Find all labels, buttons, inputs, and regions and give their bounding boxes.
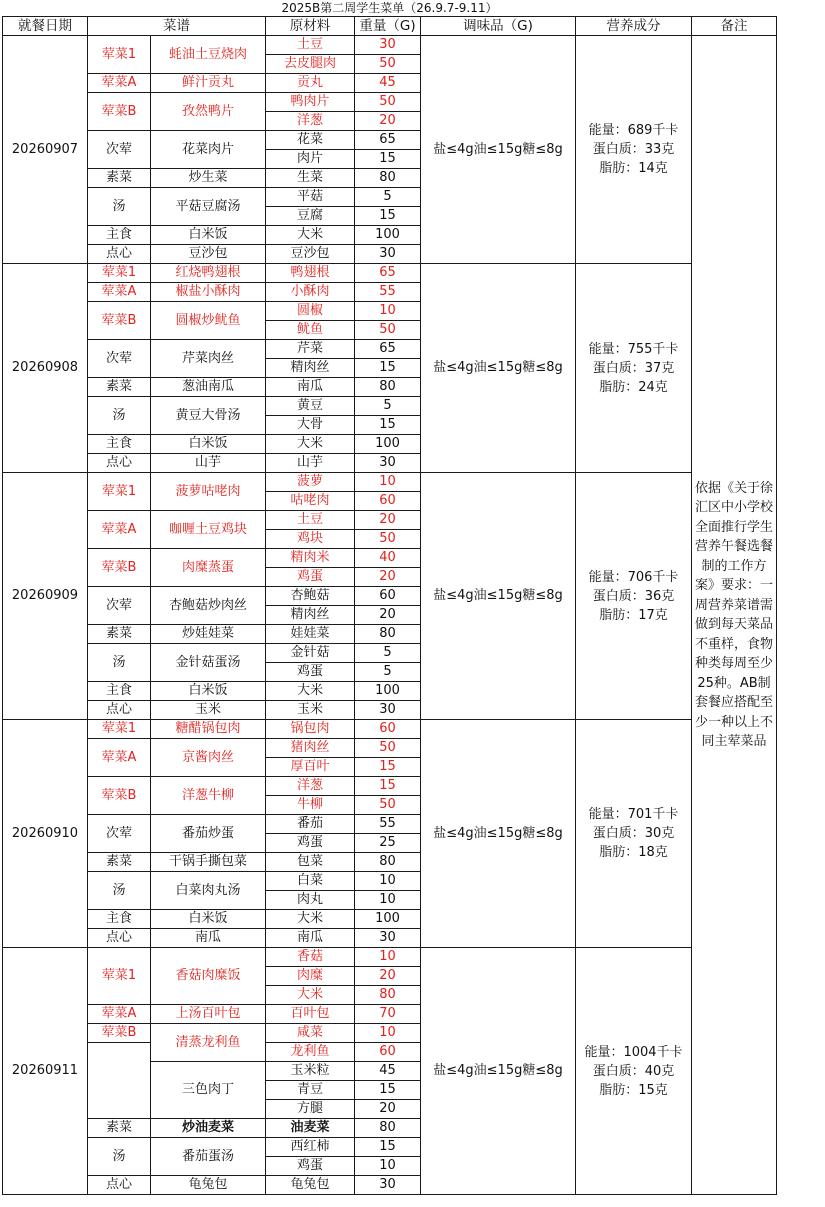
category-cell: 汤 [88, 188, 151, 226]
weight-cell: 20 [355, 568, 421, 587]
dish-cell: 杏鲍菇炒肉丝 [151, 587, 266, 625]
ingredient-cell: 大米 [266, 226, 355, 245]
nutrition-cell [576, 473, 692, 720]
ingredient-cell: 方腿 [266, 1100, 355, 1119]
ingredient-cell: 生菜 [266, 169, 355, 188]
weight-cell: 20 [355, 967, 421, 986]
category-cell [88, 1043, 151, 1119]
date-cell: 20260908 [3, 264, 88, 473]
dish-cell: 番茄蛋汤 [151, 1138, 266, 1176]
ingredient-cell: 大米 [266, 435, 355, 454]
nutrition-cell [576, 948, 692, 1195]
weight-cell: 60 [355, 1043, 421, 1062]
ingredient-cell: 龟兔包 [266, 1176, 355, 1195]
category-cell: 主食 [88, 226, 151, 245]
dish-cell: 圆椒炒鱿鱼 [151, 302, 266, 340]
nutrition-line: 脂肪：18克 [599, 845, 668, 860]
dish-cell: 椒盐小酥肉 [151, 283, 266, 302]
dish-cell: 菠萝咕咾肉 [151, 473, 266, 511]
weight-cell: 30 [355, 245, 421, 264]
weight-cell: 70 [355, 1005, 421, 1024]
nutrition-cell [576, 720, 692, 948]
weight-cell: 15 [355, 359, 421, 378]
weight-cell: 100 [355, 435, 421, 454]
category-cell: 荤菜A [88, 511, 151, 549]
category-cell: 主食 [88, 910, 151, 929]
weight-cell: 80 [355, 378, 421, 397]
weight-cell: 50 [355, 321, 421, 340]
dish-cell: 葱油南瓜 [151, 378, 266, 397]
weight-cell: 55 [355, 283, 421, 302]
weight-cell: 10 [355, 872, 421, 891]
weight-cell: 60 [355, 720, 421, 739]
dish-cell: 红烧鸭翅根 [151, 264, 266, 283]
date-cell: 20260909 [3, 473, 88, 720]
weight-cell: 10 [355, 302, 421, 321]
category-cell: 次荤 [88, 340, 151, 378]
category-cell: 荤菜B [88, 93, 151, 131]
weight-cell: 5 [355, 663, 421, 682]
dish-cell: 香菇肉糜饭 [151, 948, 266, 1005]
category-cell: 汤 [88, 872, 151, 910]
nutrition-line: 能量：706千卡 [588, 569, 679, 585]
dish-cell: 黄豆大骨汤 [151, 397, 266, 435]
header-recipe: 菜谱 [88, 17, 266, 36]
ingredient-cell: 精肉丝 [266, 359, 355, 378]
weight-cell: 80 [355, 169, 421, 188]
ingredient-cell: 大米 [266, 910, 355, 929]
category-cell: 素菜 [88, 378, 151, 397]
dish-cell: 炒油麦菜 [151, 1119, 266, 1138]
table-row [3, 473, 777, 492]
weight-cell: 65 [355, 340, 421, 359]
weight-cell: 45 [355, 1062, 421, 1081]
ingredient-cell: 番茄 [266, 815, 355, 834]
header-ingredient: 原材料 [266, 17, 355, 36]
dish-cell: 豆沙包 [151, 245, 266, 264]
nutrition-line: 脂肪：17克 [599, 607, 668, 623]
dish-cell: 炒生菜 [151, 169, 266, 188]
weight-cell: 10 [355, 891, 421, 910]
dish-cell: 芹菜肉丝 [151, 340, 266, 378]
weight-cell: 5 [355, 644, 421, 663]
dish-cell: 花菜肉片 [151, 131, 266, 169]
ingredient-cell: 洋葱 [266, 777, 355, 796]
weight-cell: 30 [355, 454, 421, 473]
ingredient-cell: 咕咾肉 [266, 492, 355, 511]
ingredient-cell: 大米 [266, 986, 355, 1005]
weight-cell: 60 [355, 492, 421, 511]
ingredient-cell: 大骨 [266, 416, 355, 435]
dish-cell: 山芋 [151, 454, 266, 473]
dish-cell: 南瓜 [151, 929, 266, 948]
weight-cell: 100 [355, 682, 421, 701]
nutrition-line: 蛋白质：33克 [592, 142, 675, 157]
header-remark: 备注 [692, 17, 777, 36]
weight-cell: 15 [355, 1138, 421, 1157]
category-cell: 荤菜1 [88, 36, 151, 74]
dish-cell: 白米饭 [151, 682, 266, 701]
ingredient-cell: 玉米 [266, 701, 355, 720]
dish-cell: 白米饭 [151, 226, 266, 245]
weight-cell: 15 [355, 150, 421, 169]
date-cell: 20260907 [3, 36, 88, 264]
ingredient-cell: 包菜 [266, 853, 355, 872]
menu-sheet [2, 0, 777, 1195]
header-seasoning: 调味品（G) [421, 17, 576, 36]
weight-cell: 15 [355, 416, 421, 435]
weight-cell: 50 [355, 739, 421, 758]
category-cell: 主食 [88, 682, 151, 701]
header-date: 就餐日期 [3, 17, 88, 36]
dish-cell: 白菜肉丸汤 [151, 872, 266, 910]
category-cell: 次荤 [88, 131, 151, 169]
nutrition-cell [576, 264, 692, 473]
ingredient-cell: 鱿鱼 [266, 321, 355, 340]
category-cell: 荤菜A [88, 74, 151, 93]
weight-cell: 10 [355, 1157, 421, 1176]
weight-cell: 15 [355, 777, 421, 796]
dish-cell: 炒娃娃菜 [151, 625, 266, 644]
nutrition-line: 蛋白质：37克 [592, 360, 675, 376]
ingredient-cell: 厚百叶 [266, 758, 355, 777]
dish-cell: 龟兔包 [151, 1176, 266, 1195]
category-cell: 主食 [88, 435, 151, 454]
dish-cell: 糖醋锅包肉 [151, 720, 266, 739]
menu-title: 2025B第二周学生菜单（26.9.7-9.11） [3, 0, 777, 17]
weight-cell: 60 [355, 587, 421, 606]
dish-cell: 白米饭 [151, 435, 266, 454]
table-row [3, 36, 777, 55]
category-cell: 素菜 [88, 1119, 151, 1138]
weight-cell: 45 [355, 74, 421, 93]
dish-cell: 上汤百叶包 [151, 1005, 266, 1024]
ingredient-cell: 精肉米 [266, 549, 355, 568]
dish-cell: 肉糜蒸蛋 [151, 549, 266, 587]
weight-cell: 10 [355, 948, 421, 967]
category-cell: 点心 [88, 701, 151, 720]
dish-cell: 京酱肉丝 [151, 739, 266, 777]
dish-cell: 三色肉丁 [151, 1062, 266, 1119]
ingredient-cell: 去皮腿肉 [266, 55, 355, 74]
ingredient-cell: 青豆 [266, 1081, 355, 1100]
ingredient-cell: 土豆 [266, 511, 355, 530]
menu-table [2, 0, 777, 1195]
category-cell: 次荤 [88, 587, 151, 625]
weight-cell: 15 [355, 758, 421, 777]
seasoning-cell: 盐≤4g油≤15g糖≤8g [421, 36, 576, 264]
seasoning-cell: 盐≤4g油≤15g糖≤8g [421, 720, 576, 948]
category-cell: 点心 [88, 245, 151, 264]
weight-cell: 30 [355, 36, 421, 55]
dish-cell: 蚝油土豆烧肉 [151, 36, 266, 74]
ingredient-cell: 白菜 [266, 872, 355, 891]
category-cell: 荤菜B [88, 1024, 151, 1043]
seasoning-cell: 盐≤4g油≤15g糖≤8g [421, 473, 576, 720]
seasoning-cell: 盐≤4g油≤15g糖≤8g [421, 948, 576, 1195]
ingredient-cell: 平菇 [266, 188, 355, 207]
category-cell: 荤菜B [88, 549, 151, 587]
header-weight: 重量（G) [355, 17, 421, 36]
ingredient-cell: 土豆 [266, 36, 355, 55]
weight-cell: 25 [355, 834, 421, 853]
ingredient-cell: 鸡蛋 [266, 568, 355, 587]
title-row [3, 0, 777, 17]
ingredient-cell: 油麦菜 [266, 1119, 355, 1138]
ingredient-cell: 鸭翅根 [266, 264, 355, 283]
ingredient-cell: 锅包肉 [266, 720, 355, 739]
ingredient-cell: 玉米粒 [266, 1062, 355, 1081]
category-cell: 次荤 [88, 815, 151, 853]
ingredient-cell: 黄豆 [266, 397, 355, 416]
category-cell: 汤 [88, 397, 151, 435]
weight-cell: 30 [355, 701, 421, 720]
ingredient-cell: 鸡块 [266, 530, 355, 549]
weight-cell: 10 [355, 1024, 421, 1043]
weight-cell: 5 [355, 188, 421, 207]
menu-table-body [3, 0, 777, 1195]
dish-cell: 鲜汁贡丸 [151, 74, 266, 93]
ingredient-cell: 南瓜 [266, 929, 355, 948]
dish-cell: 白米饭 [151, 910, 266, 929]
weight-cell: 30 [355, 1176, 421, 1195]
category-cell: 素菜 [88, 625, 151, 644]
nutrition-line: 脂肪：14克 [599, 161, 668, 176]
ingredient-cell: 娃娃菜 [266, 625, 355, 644]
dish-cell: 金针菇蛋汤 [151, 644, 266, 682]
ingredient-cell: 洋葱 [266, 112, 355, 131]
ingredient-cell: 香菇 [266, 948, 355, 967]
weight-cell: 20 [355, 112, 421, 131]
ingredient-cell: 小酥肉 [266, 283, 355, 302]
date-cell: 20260911 [3, 948, 88, 1195]
ingredient-cell: 花菜 [266, 131, 355, 150]
weight-cell: 20 [355, 1100, 421, 1119]
ingredient-cell: 龙利鱼 [266, 1043, 355, 1062]
ingredient-cell: 百叶包 [266, 1005, 355, 1024]
ingredient-cell: 鸭肉片 [266, 93, 355, 112]
category-cell: 汤 [88, 644, 151, 682]
weight-cell: 15 [355, 207, 421, 226]
weight-cell: 20 [355, 511, 421, 530]
dish-cell: 平菇豆腐汤 [151, 188, 266, 226]
weight-cell: 40 [355, 549, 421, 568]
category-cell: 素菜 [88, 169, 151, 188]
weight-cell: 65 [355, 131, 421, 150]
dish-cell: 玉米 [151, 701, 266, 720]
dish-cell: 咖喱土豆鸡块 [151, 511, 266, 549]
weight-cell: 15 [355, 1081, 421, 1100]
weight-cell: 50 [355, 530, 421, 549]
ingredient-cell: 豆腐 [266, 207, 355, 226]
weight-cell: 80 [355, 625, 421, 644]
category-cell: 荤菜1 [88, 264, 151, 283]
weight-cell: 65 [355, 264, 421, 283]
nutrition-line: 能量：701千卡 [588, 807, 679, 822]
ingredient-cell: 肉片 [266, 150, 355, 169]
category-cell: 荤菜A [88, 1005, 151, 1024]
nutrition-line: 脂肪：24克 [599, 379, 668, 395]
ingredient-cell: 大米 [266, 682, 355, 701]
ingredient-cell: 猪肉丝 [266, 739, 355, 758]
ingredient-cell: 芹菜 [266, 340, 355, 359]
date-cell: 20260910 [3, 720, 88, 948]
category-cell: 点心 [88, 929, 151, 948]
nutrition-cell [576, 36, 692, 264]
weight-cell: 80 [355, 1119, 421, 1138]
category-cell: 荤菜A [88, 283, 151, 302]
category-cell: 素菜 [88, 853, 151, 872]
category-cell: 荤菜B [88, 777, 151, 815]
weight-cell: 50 [355, 93, 421, 112]
ingredient-cell: 肉糜 [266, 967, 355, 986]
nutrition-line: 脂肪：15克 [599, 1082, 668, 1098]
ingredient-cell: 山芋 [266, 454, 355, 473]
ingredient-cell: 豆沙包 [266, 245, 355, 264]
nutrition-line: 能量：1004千卡 [584, 1044, 683, 1060]
category-cell: 荤菜1 [88, 948, 151, 1005]
table-row [3, 720, 777, 739]
ingredient-cell: 牛柳 [266, 796, 355, 815]
ingredient-cell: 杏鲍菇 [266, 587, 355, 606]
category-cell: 荤菜1 [88, 473, 151, 511]
dish-cell: 清蒸龙利鱼 [151, 1024, 266, 1062]
weight-cell: 30 [355, 929, 421, 948]
dish-cell: 洋葱牛柳 [151, 777, 266, 815]
nutrition-line: 蛋白质：30克 [592, 826, 675, 841]
nutrition-line: 蛋白质：36克 [592, 588, 675, 604]
ingredient-cell: 金针菇 [266, 644, 355, 663]
nutrition-line: 蛋白质：40克 [592, 1063, 675, 1079]
table-row [3, 264, 777, 283]
weight-cell: 55 [355, 815, 421, 834]
category-cell: 汤 [88, 1138, 151, 1176]
ingredient-cell: 鸡蛋 [266, 663, 355, 682]
ingredient-cell: 菠萝 [266, 473, 355, 492]
ingredient-cell: 圆椒 [266, 302, 355, 321]
weight-cell: 100 [355, 910, 421, 929]
ingredient-cell: 精肉丝 [266, 606, 355, 625]
category-cell: 荤菜A [88, 739, 151, 777]
table-row [3, 948, 777, 967]
weight-cell: 50 [355, 55, 421, 74]
nutrition-line: 能量：689千卡 [588, 123, 679, 138]
header-row [3, 17, 777, 36]
seasoning-cell: 盐≤4g油≤15g糖≤8g [421, 264, 576, 473]
ingredient-cell: 西红柿 [266, 1138, 355, 1157]
nutrition-line: 能量：755千卡 [588, 341, 679, 357]
category-cell: 荤菜B [88, 302, 151, 340]
dish-cell: 孜然鸭片 [151, 93, 266, 131]
dish-cell: 干锅手撕包菜 [151, 853, 266, 872]
weight-cell: 5 [355, 397, 421, 416]
weight-cell: 80 [355, 986, 421, 1005]
ingredient-cell: 贡丸 [266, 74, 355, 93]
weight-cell: 10 [355, 473, 421, 492]
dish-cell: 番茄炒蛋 [151, 815, 266, 853]
category-cell: 点心 [88, 1176, 151, 1195]
weight-cell: 80 [355, 853, 421, 872]
ingredient-cell: 南瓜 [266, 378, 355, 397]
remark-note: 依据《关于徐汇区中小学校全面推行学生营养午餐选餐制的工作方案》要求：一周营养菜谱需做到每天菜品不重样，食物种类每周至少25种。AB制套餐应搭配至少一种以上不同主荤菜品 [692, 36, 777, 1195]
ingredient-cell: 鸡蛋 [266, 1157, 355, 1176]
ingredient-cell: 咸菜 [266, 1024, 355, 1043]
weight-cell: 20 [355, 606, 421, 625]
ingredient-cell: 肉丸 [266, 891, 355, 910]
category-cell: 荤菜1 [88, 720, 151, 739]
weight-cell: 100 [355, 226, 421, 245]
header-nutrition: 营养成分 [576, 17, 692, 36]
category-cell: 点心 [88, 454, 151, 473]
weight-cell: 50 [355, 796, 421, 815]
ingredient-cell: 鸡蛋 [266, 834, 355, 853]
